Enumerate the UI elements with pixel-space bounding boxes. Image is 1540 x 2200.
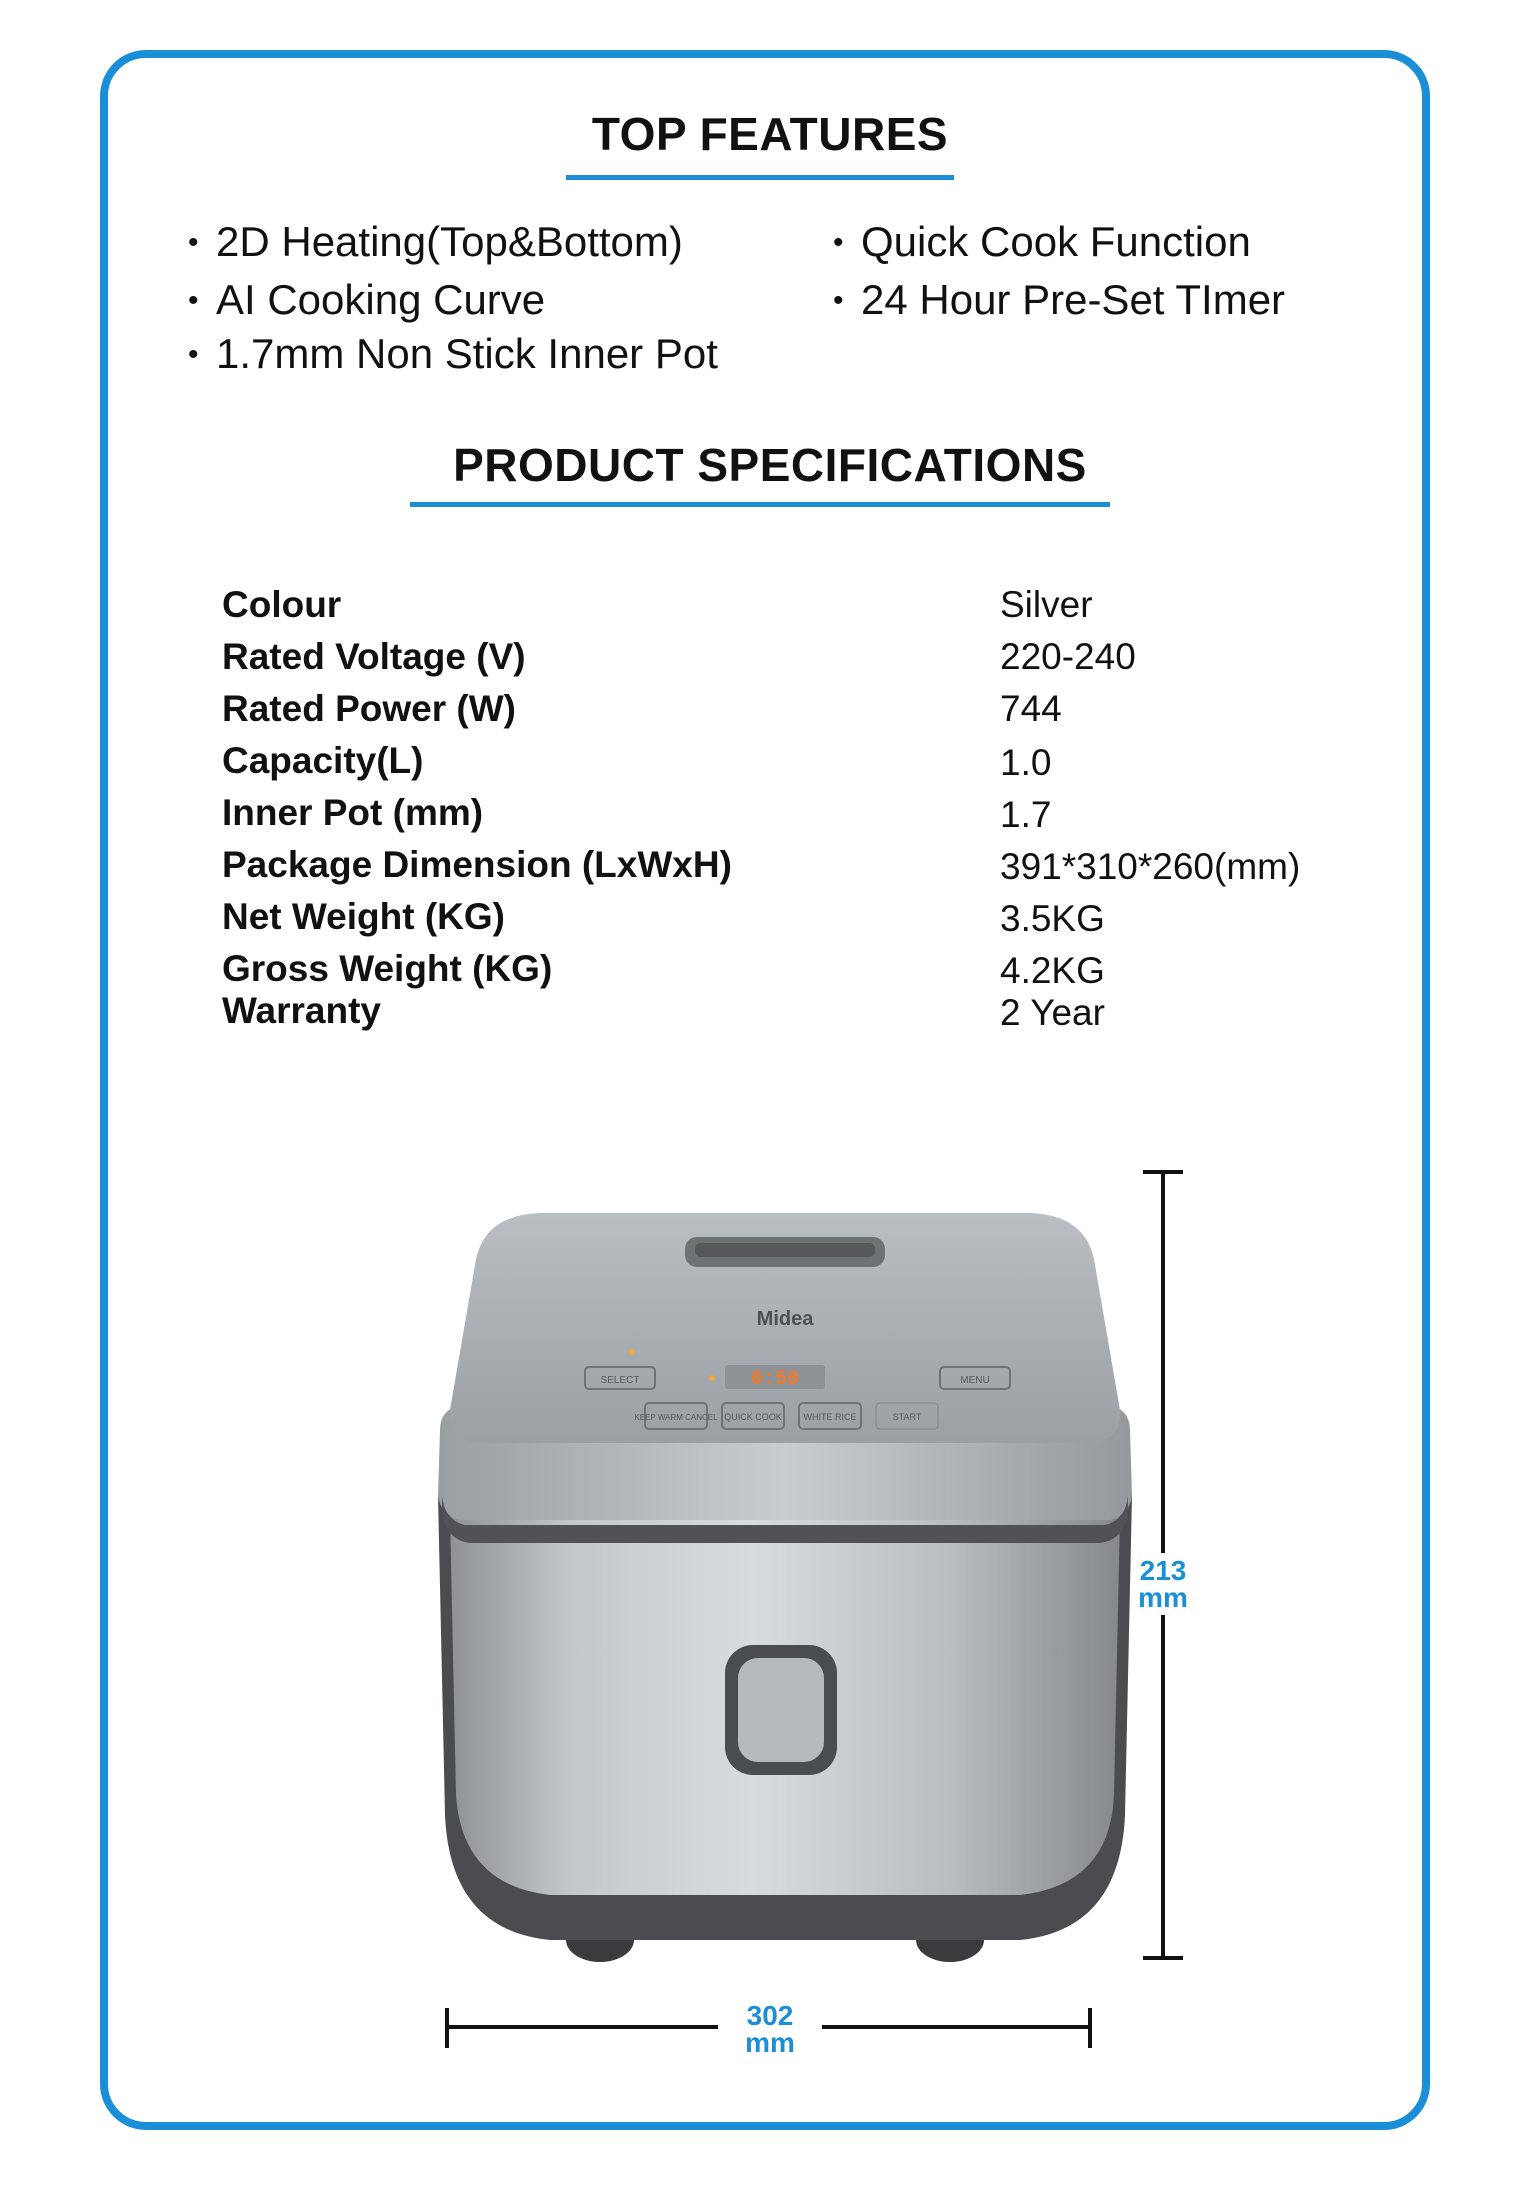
spec-value: 2 Year [1000, 992, 1105, 1033]
panel-label: SELECT [600, 1375, 640, 1386]
top-features-heading: TOP FEATURES [591, 108, 949, 160]
panel-label: WHITE RICE [803, 1412, 857, 1422]
spec-value: 3.5KG [1000, 898, 1105, 939]
specifications-underline [410, 502, 1110, 507]
feature-item: • AI Cooking Curve [188, 276, 546, 323]
feature-item: • 24 Hour Pre-Set TImer [833, 276, 1286, 323]
spec-label: Capacity(L) [222, 740, 424, 781]
spec-label: Net Weight (KG) [222, 896, 505, 937]
height-dimension-label [1133, 1553, 1193, 1615]
height-unit: mm [1138, 1582, 1188, 1613]
spec-label: Rated Voltage (V) [222, 636, 526, 677]
width-dimension-label [718, 2000, 822, 2058]
spec-value: 391*310*260(mm) [1000, 846, 1301, 887]
spec-value: Silver [1000, 584, 1093, 625]
spec-label: Rated Power (W) [222, 688, 516, 729]
spec-label: Inner Pot (mm) [222, 792, 484, 833]
feature-item: • 2D Heating(Top&Bottom) [188, 218, 683, 265]
width-dimension-cap-right [1088, 2008, 1092, 2048]
panel-label: MENU [960, 1375, 990, 1386]
feature-item: • 1.7mm Non Stick Inner Pot [188, 330, 718, 377]
spec-label: Gross Weight (KG) [222, 948, 553, 989]
spec-label: Colour [222, 584, 342, 625]
spec-label: Warranty [222, 990, 382, 1031]
panel-label: START [892, 1412, 922, 1422]
height-dimension-cap-bottom [1143, 1956, 1183, 1960]
brand-logo: Midea [756, 1308, 814, 1330]
spec-value: 220-240 [1000, 636, 1136, 677]
panel-label: QUICK COOK [724, 1412, 782, 1422]
feature-item: • Quick Cook Function [833, 218, 1251, 265]
panel-display: 0:50 [750, 1368, 800, 1391]
spec-value: 744 [1000, 688, 1062, 729]
top-features-underline [566, 175, 954, 180]
height-dimension-cap-top [1143, 1170, 1183, 1174]
height-value: 213 [1139, 1555, 1187, 1586]
spec-value: 1.7 [1000, 794, 1052, 835]
width-unit: mm [745, 2027, 795, 2058]
spec-label: Package Dimension (LxWxH) [222, 844, 732, 885]
rice-cooker-image [420, 1195, 1150, 1985]
spec-value: 4.2KG [1000, 950, 1105, 991]
spec-value: 1.0 [1000, 742, 1052, 783]
width-value: 302 [746, 2000, 794, 2031]
specifications-heading: PRODUCT SPECIFICATIONS [453, 439, 1087, 491]
panel-label: KEEP WARM CANCEL [634, 1413, 718, 1422]
width-dimension-cap-left [445, 2008, 449, 2048]
